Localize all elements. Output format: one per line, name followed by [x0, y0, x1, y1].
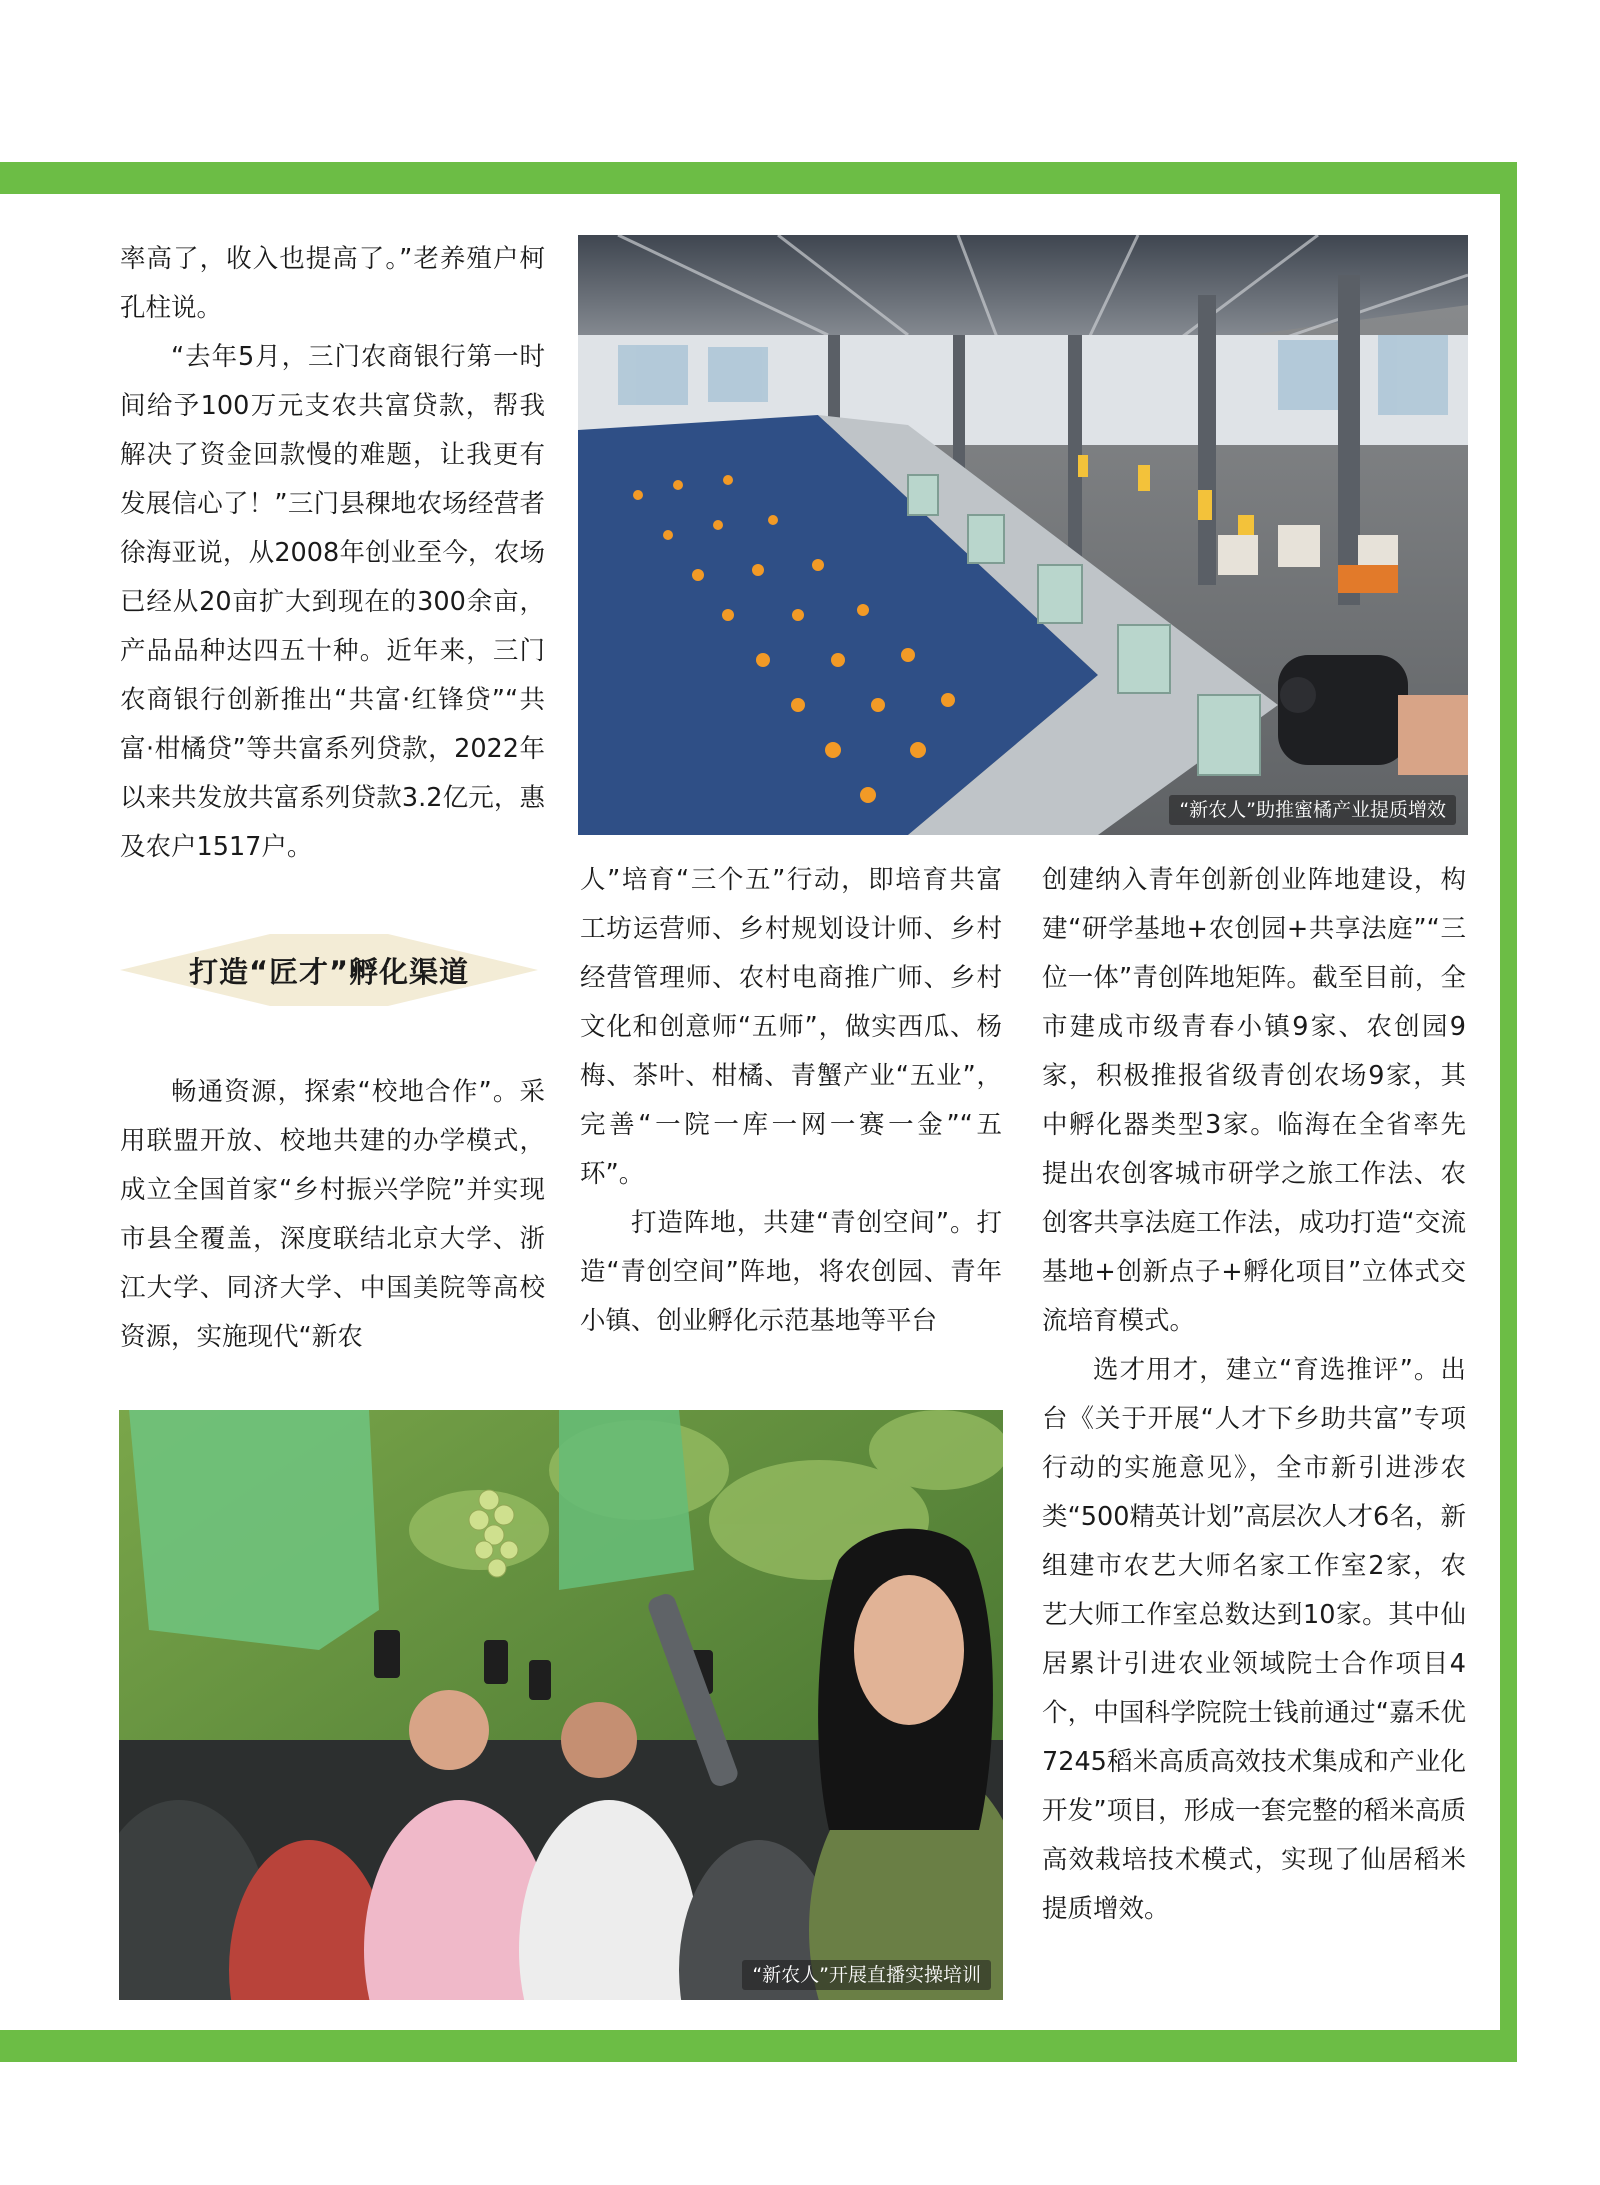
paragraph: “去年5月，三门农商银行第一时间给予100万元支农共富贷款，帮我解决了资金回款慢的难题，让我更有发展信心了！”三门县稞地农场经营者徐海亚说，从2008年创业至今，农场已经从20亩扩大到现在的300余亩，产品品种达四五十种。近年来，三门农商银行创新推出“共富·红锋贷”“共富·柑橘贷”等共富系列贷款，2022年以来共发放共富系列贷款3.2亿元，惠及农户1517户。	[120, 342, 545, 862]
photo-2-caption: “新农人”开展直播实操培训	[742, 1960, 991, 1990]
warehouse-illustration	[578, 235, 1468, 835]
paragraph: 畅通资源，探索“校地合作”。采用联盟开放、校地共建的办学模式，成立全国首家“乡村振兴学院”并实现市县全覆盖，深度联结北京大学、浙江大学、同济大学、中国美院等高校资源，实施现代“新农	[120, 1077, 545, 1352]
paragraph: 创建纳入青年创新创业阵地建设，构建“研学基地+农创园+共享法庭”“三位一体”青创阵地矩阵。截至目前，全市建成市级青春小镇9家、农创园9家，积极推报省级青创农场9家，其中孵化器类型3家。临海在全省率先提出农创客城市研学之旅工作法、农创客共享法庭工作法，成功打造“交流基地+创新点子+孵化项目”立体式交流培育模式。	[1042, 865, 1466, 1336]
section-heading-banner	[120, 930, 538, 1010]
paragraph: 打造阵地，共建“青创空间”。打造“青创空间”阵地，将农创园、青年小镇、创业孵化示范基地等平台	[580, 1208, 1002, 1336]
column-1-bottom	[120, 1068, 545, 1362]
column-1-top	[120, 235, 545, 872]
photo-1-caption: “新农人”助推蜜橘产业提质增效	[1169, 795, 1456, 825]
column-2	[580, 856, 1002, 1346]
vineyard-illustration	[119, 1410, 1003, 2000]
column-3	[1042, 856, 1466, 1934]
photo-live-stream-training	[119, 1410, 1003, 2000]
green-frame-top	[0, 162, 1517, 194]
photo-orange-sorting-line	[578, 235, 1468, 835]
paragraph: 率高了，收入也提高了。”老养殖户柯孔柱说。	[120, 244, 545, 323]
paragraph: 人”培育“三个五”行动，即培育共富工坊运营师、乡村规划设计师、乡村经营管理师、农村电商推广师、乡村文化和创意师“五师”，做实西瓜、杨梅、茶叶、柑橘、青蟹产业“五业”，完善“一院一库一网一赛一金”“五环”。	[580, 865, 1002, 1189]
green-frame-bottom	[0, 2030, 1517, 2062]
section-heading: 打造“匠才”孵化渠道	[188, 954, 470, 989]
paragraph: 选才用才，建立“育选推评”。出台《关于开展“人才下乡助共富”专项行动的实施意见》，全市新引进涉农类“500精英计划”高层次人才6名，新组建市农艺大师名家工作室2家，农艺大师工作室总数达到10家。其中仙居累计引进农业领域院士合作项目4个，中国科学院院士钱前通过“嘉禾优7245稻米高质高效技术集成和产业化开发”项目，形成一套完整的稻米高质高效栽培技术模式，实现了仙居稻米提质增效。	[1042, 1355, 1466, 1924]
green-frame-right	[1500, 162, 1517, 2062]
